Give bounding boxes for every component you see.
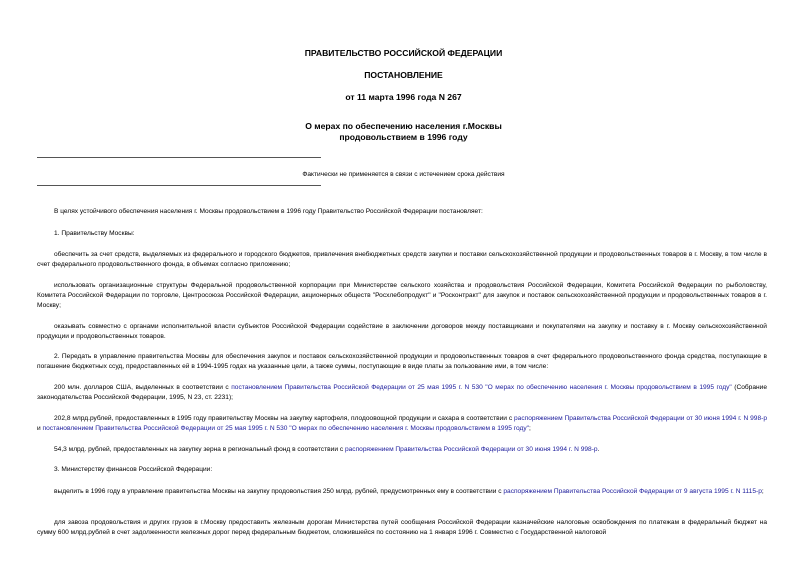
order-998-link-2[interactable]: распоряжением Правительства Российской Федерации от 30 июня 1994 г. N 998-р (344, 446, 598, 453)
clause-2-item-b (37, 414, 767, 434)
clause-2-item-c-tail: . (597, 446, 600, 453)
clause-2-item-c (37, 445, 767, 455)
clause-1-heading: 1. Правительству Москвы: (54, 230, 135, 237)
clause-2-item-b-text: 202,8 млрд.рублей, предоставленных в 1995 году правительству Москвы на закупку картофеля, плодоовощной продукции и сахара в соответствии с (54, 415, 514, 422)
clause-2-item-c-text: 54,3 млрд. рублей, предоставленных на закупку зерна в региональный фонд в соответствии с (54, 446, 345, 453)
clause-2-item-b-tail: ; (529, 425, 531, 433)
decree-530-link-2[interactable]: постановлением Правительства Российской Федерации от 25 мая 1995 г. N 530 "О мерах по обеспечению населения г. Москвы продовольствием в 1995 году" (42, 425, 530, 433)
clause-3-item-a (37, 487, 767, 497)
bottom-divider (37, 185, 321, 186)
clause-2-item-a-text: 200 млн. долларов США, выделенных в соответствии с (54, 384, 232, 391)
issuer-heading: ПРАВИТЕЛЬСТВО РОССИЙСКОЙ ФЕДЕРАЦИИ (304, 48, 503, 58)
order-1115-link[interactable]: распоряжением Правительства Российской Федерации от 9 августа 1995 г. N 1115-р (503, 488, 762, 495)
clause-3-item-a-text: выделить в 1996 году в управление правительства Москвы на закупку продовольствия 250 млрд. рублей, предусмотренных ему в соответствии с (54, 488, 504, 495)
clause-3-heading: 3. Министерству финансов Российской Федерации: (54, 466, 213, 473)
preamble-paragraph: В целях устойчивого обеспечения населения г. Москвы продовольствием в 1996 году Правительство Российской Федерации постановляет: (54, 208, 483, 215)
order-998-link[interactable]: распоряжением Правительства Российской Федерации от 30 июня 1994 г. N 998-р (514, 415, 767, 422)
decree-530-link[interactable]: постановлением Правительства Российской Федерации от 25 мая 1995 г. N 530 "О мерах по обеспечению населения г. Москвы продовольствием в 1995 году" (231, 384, 732, 391)
clause-2-item-a (37, 383, 767, 403)
status-note: Фактически не применяется в связи с истечением срока действия (302, 171, 505, 178)
clause-1-item-c: оказывать совместно с органами исполнительной власти субъектов Российской Федерации содействие в заключении договоров между поставщиками и покупателями на закупку и поставку в г. Москву сельскохозяйственной продукции и продовольственных товаров. (37, 323, 767, 341)
clause-2-paragraph: 2. Передать в управление правительства Москвы для обеспечения закупок и поставок сельскохозяйственной продукции и продовольственных товаров в счет федерального продовольственного фонда средства, поступающие в погашение бюджетных ссуд, предоставленных ей в 1994-1995 годах на указанные цели, а также суммы, поступающие в виде платы за пользование ими, в том числе: (37, 353, 767, 371)
clause-1-item-b: использовать организационные структуры Федеральной продовольственной корпорации при Министерстве сельского хозяйства и продовольствия Российской Федерации, Комитета Российской Федерации по рыболовству, Комитета Российской Федерации по торговле, Центросоюза Российской Федерации, акционерных обществ "Росхлебопродукт" и "Росконтракт" для закупок и поставок сельскохозяйственной продукции и продовольственных товаров в г. Москву; (37, 282, 767, 310)
top-divider (37, 157, 321, 158)
date-number-heading: от 11 марта 1996 года N 267 (345, 92, 462, 102)
document-title-line2: продовольствием в 1996 году (339, 132, 468, 142)
document-title-line1: О мерах по обеспечению населения г.Москвы (305, 121, 502, 131)
clause-1-item-a: обеспечить за счет средств, выделяемых из федерального и городского бюджетов, привлечения внебюджетных средств закупки и поставки сельскохозяйственной продукции и продовольственных товаров в г. Москву, в том числе в счет федерального продовольственного фонда, в объемах согласно приложению; (37, 251, 767, 269)
clause-2-item-a-tail: (Собрание законодательства Российской Федерации, 1995, N 23, ст. 2231); (37, 384, 768, 402)
clause-3-item-b: для завоза продовольствия и других грузов в г.Москву предоставить железным дорогам Министерства путей сообщения Российской Федерации казначейские налоговые освобождения по платежам в федеральный бюджет на сумму 600 млрд.рублей в счет задолженности железных дорог перед федеральным бюджетом, сложившейся по состоянию на 1 января 1996 г. Совместно с Государственной налоговой (37, 519, 767, 537)
clause-3-item-a-tail: ; (761, 488, 764, 495)
document-type-heading: ПОСТАНОВЛЕНИЕ (364, 70, 443, 80)
clause-2-item-b-conj: и (37, 425, 43, 433)
